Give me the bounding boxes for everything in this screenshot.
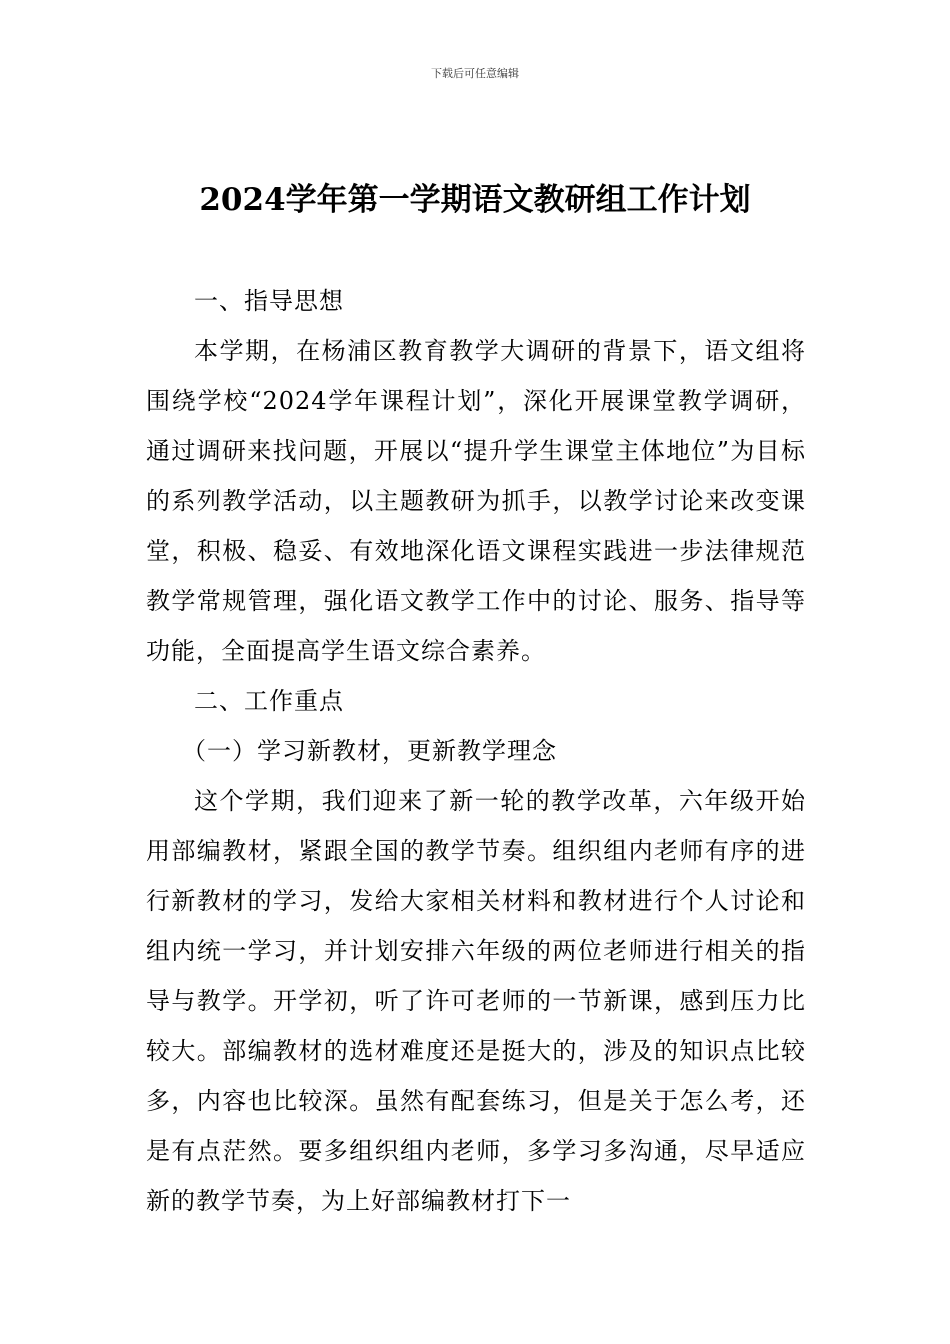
section-heading-guiding-thought: 一、指导思想 [194,287,344,315]
header-note: 下载后可任意编辑 [431,67,519,80]
document-body [146,276,806,1226]
paragraph-new-textbook: 这个学期，我们迎来了新一轮的教学改革，六年级开始用部编教材，紧跟全国的教学节奏。组织组内老师有序的进行新教材的学习，发给大家相关材料和教材进行个人讨论和组内统一学习，并计划安排六年级的两位老师进行相关的指导与教学。开学初，听了许可老师的一节新课，感到压力比较大。部编教材的选材难度还是挺大的，涉及的知识点比较多，内容也比较深。虽然有配套练习，但是关于怎么考，还是有点茫然。要多组织组内老师，多学习多沟通，尽早适应新的教学节奏，为上好部编教材打下一 [146,787,806,1215]
section-heading-work-focus: 二、工作重点 [194,687,344,715]
document-title: 2024学年第一学期语文教研组工作计划 [199,182,751,218]
paragraph-guiding-thought: 本学期，在杨浦区教育教学大调研的背景下，语文组将围绕学校“2024学年课程计划”，深化开展课堂教学调研，通过调研来找问题，开展以“提升学生课堂主体地位”为目标的系列教学活动，以主题教研为抓手，以教学讨论来改变课堂，积极、稳妥、有效地深化语文课程实践进一步法律规范教学常规管理，强化语文教学工作中的讨论、服务、指导等功能，全面提高学生语文综合素养。 [146,337,806,665]
subsection-heading-new-textbook: （一）学习新教材，更新教学理念 [182,737,557,765]
